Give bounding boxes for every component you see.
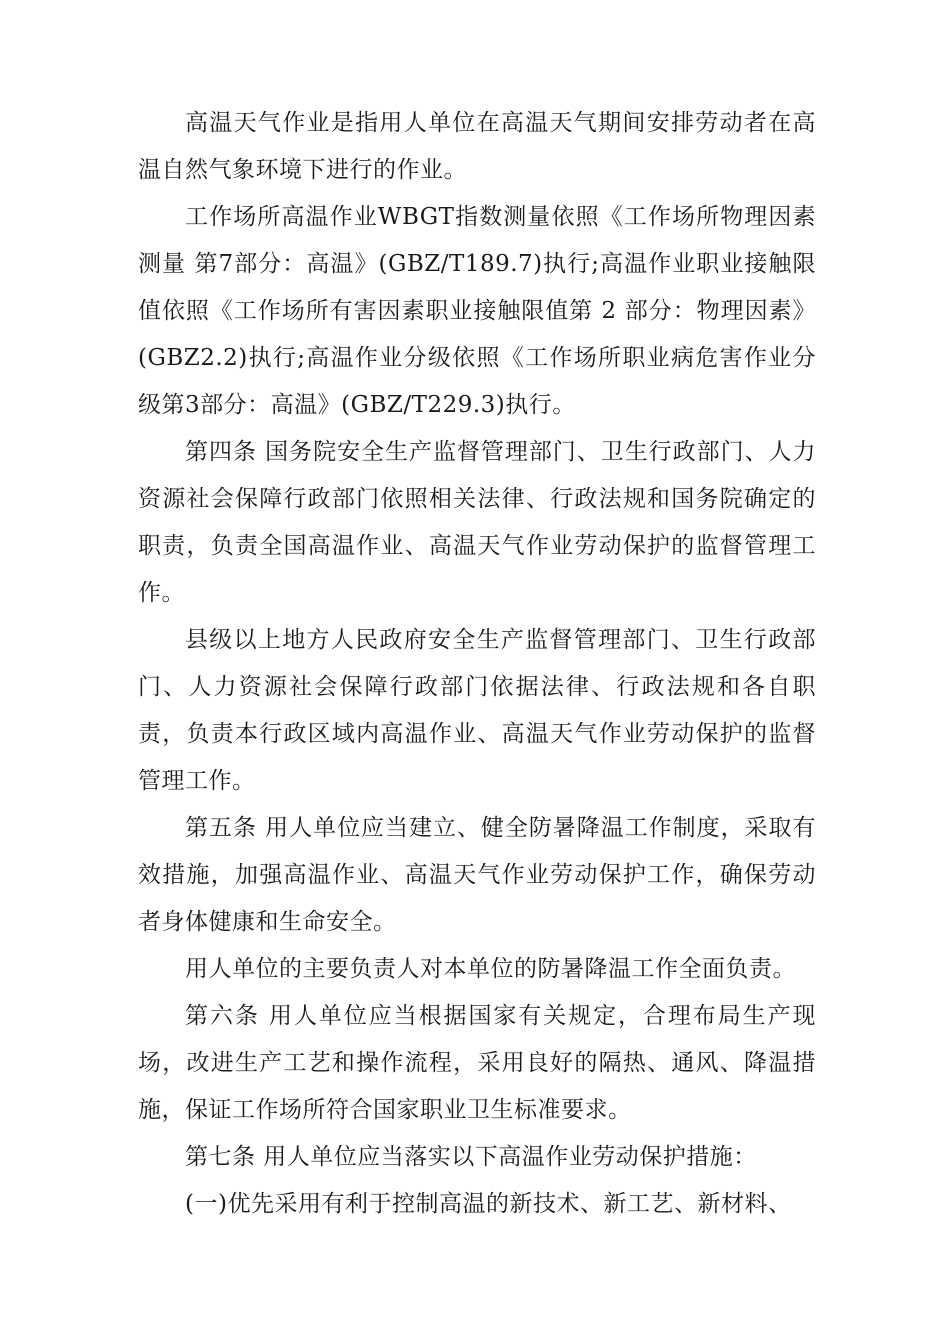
paragraph-wbgt-measurement-standards: 工作场所高温作业WBGT指数测量依照《工作场所物理因素测量 第7部分：高温》(GBZ/T189.7)执行;高温作业职业接触限值依照《工作场所有害因素职业接触限值第 2 部分：物理因素》(GBZ2.2)执行;高温作业分级依照《工作场所职业病危害作业分级第3部分：高温》(GBZ/T229.3)执行。 [138,204,816,418]
paragraph-article-7: 第七条 用人单位应当落实以下高温作业劳动保护措施： [185,1144,757,1170]
paragraph-principal-responsibility: 用人单位的主要负责人对本单位的防暑降温工作全面负责。 [185,956,796,982]
paragraph-article-7-item-1: (一)优先采用有利于控制高温的新技术、新工艺、新材料、 [185,1191,792,1217]
paragraph-high-temp-weather-definition: 高温天气作业是指用人单位在高温天气期间安排劳动者在高温自然气象环境下进行的作业。 [138,110,816,183]
document-page [138,100,816,1228]
paragraph-local-government-duties: 县级以上地方人民政府安全生产监督管理部门、卫生行政部门、人力资源社会保障行政部门依据法律、行政法规和各自职责，负责本行政区域内高温作业、高温天气作业劳动保护的监督管理工作。 [138,627,816,794]
paragraph-article-6: 第六条 用人单位应当根据国家有关规定，合理布局生产现场，改进生产工艺和操作流程，采用良好的隔热、通风、降温措施，保证工作场所符合国家职业卫生标准要求。 [138,1003,816,1123]
paragraph-article-4: 第四条 国务院安全生产监督管理部门、卫生行政部门、人力资源社会保障行政部门依照相关法律、行政法规和国务院确定的职责，负责全国高温作业、高温天气作业劳动保护的监督管理工作。 [138,439,816,606]
paragraph-article-5: 第五条 用人单位应当建立、健全防暑降温工作制度，采取有效措施，加强高温作业、高温天气作业劳动保护工作，确保劳动者身体健康和生命安全。 [138,815,816,935]
